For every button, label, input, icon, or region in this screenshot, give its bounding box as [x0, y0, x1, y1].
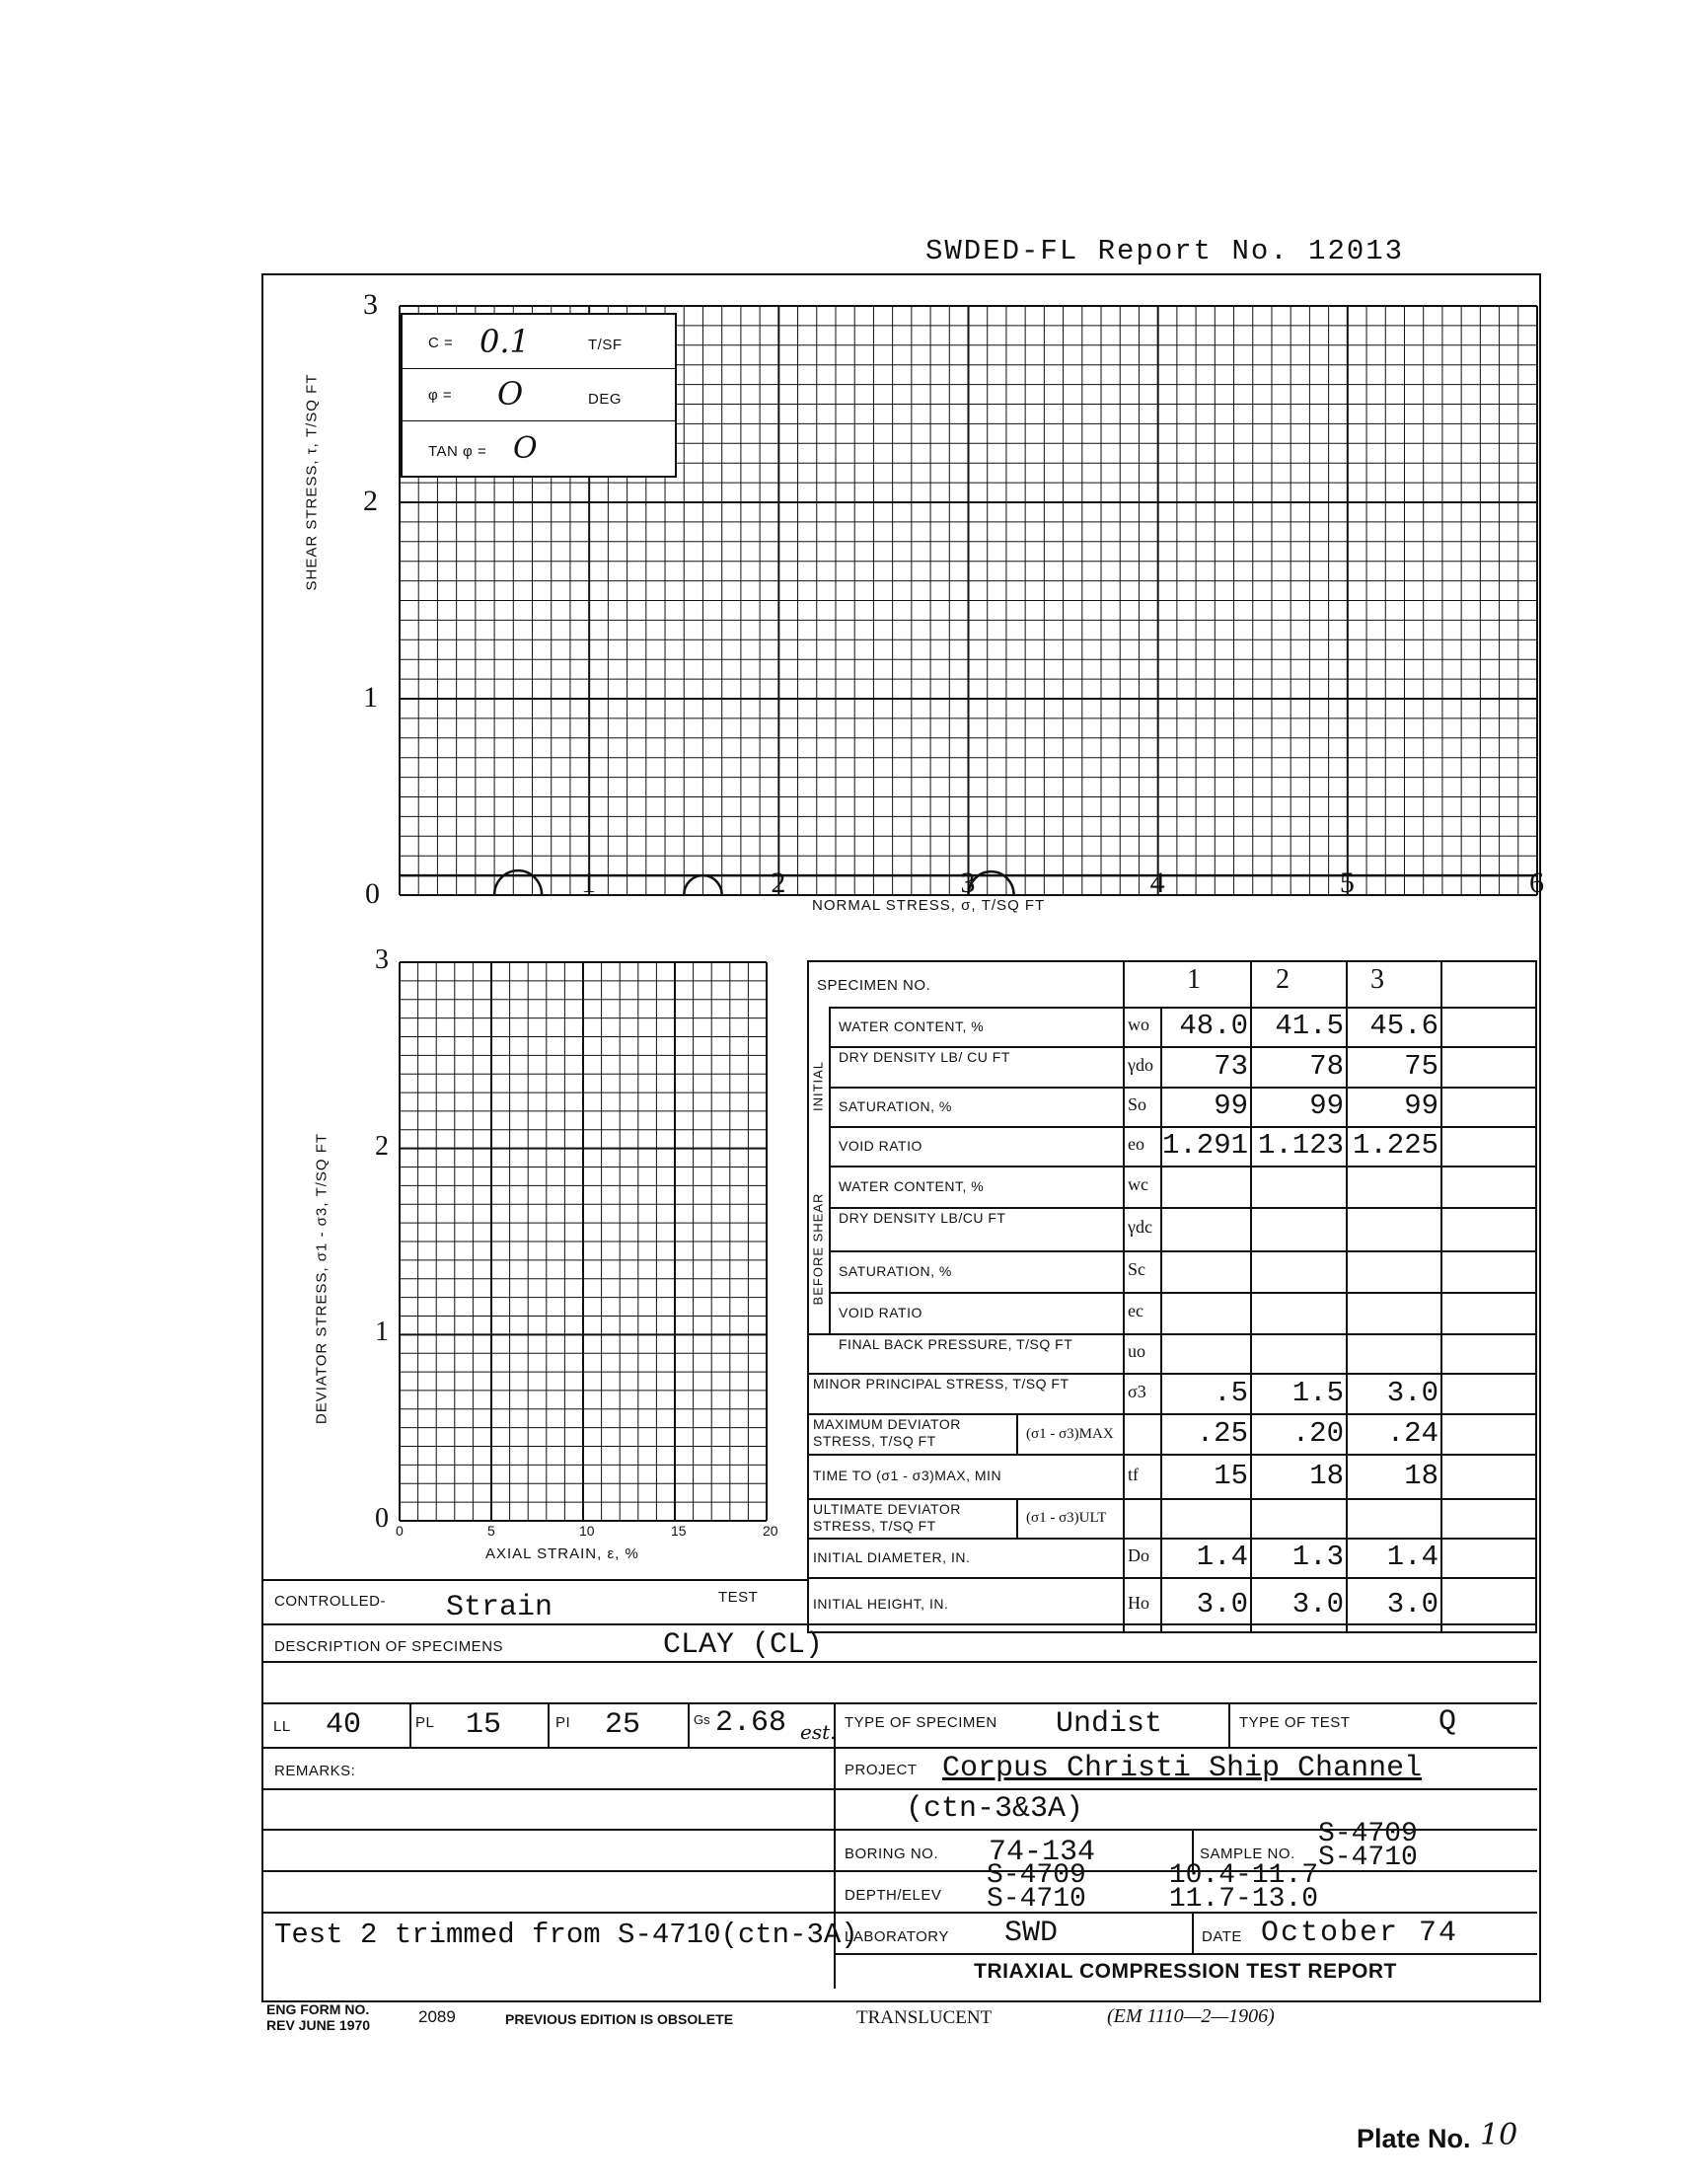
table-rule [807, 1577, 1537, 1579]
type-specimen-label: TYPE OF SPECIMEN [845, 1714, 997, 1731]
revision-label: REV JUNE 1970 [266, 2017, 371, 2033]
table-rule [829, 1087, 1537, 1089]
lab-value: SWD [1004, 1917, 1059, 1950]
table-cell: .24 [1386, 1416, 1438, 1450]
row-label-2: DRY DENSITY LB/ CU FT [839, 1049, 1010, 1065]
table-cell: 1.4 [1196, 1541, 1248, 1573]
table-rule [829, 1007, 831, 1333]
pi-label: PI [555, 1714, 571, 1731]
table-rule [807, 1631, 1537, 1633]
divider [261, 1623, 1537, 1625]
row-symbol-12: tf [1128, 1464, 1139, 1484]
table-cell: 75 [1404, 1049, 1438, 1083]
depth-line-1: S-4709 10.4-11.7 [987, 1860, 1319, 1891]
row-symbol-6: γdc [1128, 1217, 1152, 1237]
mohr-x-axis-label: NORMAL STRESS, σ, T/SQ FT [812, 897, 1046, 914]
table-cell: 3.0 [1386, 1587, 1438, 1620]
specimen-no-label: SPECIMEN NO. [817, 977, 931, 994]
strain-y-axis-label: DEVIATOR STRESS, σ1 - σ3, T/SQ FT [313, 1132, 331, 1425]
strain-x-tick: 10 [579, 1523, 595, 1539]
report-title: TRIAXIAL COMPRESSION TEST REPORT [974, 1960, 1397, 1983]
table-cell: 1.291 [1162, 1129, 1249, 1162]
divider [834, 1953, 1537, 1955]
specimen-table [807, 960, 1537, 1631]
row-symbol-2: γdo [1128, 1054, 1153, 1075]
strain-y-tick: 1 [375, 1317, 389, 1348]
mohr-y-tick: 2 [363, 485, 378, 517]
divider [1192, 1912, 1194, 1953]
plate-value: 10 [1480, 2118, 1518, 2152]
tan-phi-label: TAN φ = [428, 443, 487, 460]
type-test-label: TYPE OF TEST [1239, 1714, 1351, 1731]
table-rule [1123, 960, 1125, 1631]
table-rule [829, 1046, 1537, 1048]
report-number: SWDED-FL Report No. 12013 [925, 235, 1405, 267]
table-cell: 48.0 [1179, 1010, 1248, 1042]
table-rule [1016, 1413, 1018, 1454]
table-rule [829, 1126, 1537, 1128]
specimen-number: 2 [1276, 964, 1290, 995]
row-symbol-14: Do [1128, 1545, 1149, 1565]
table-rule [807, 1498, 1537, 1500]
table-cell: 18 [1309, 1459, 1344, 1492]
table-rule [1440, 960, 1442, 1631]
table-cell: .5 [1214, 1376, 1248, 1409]
row-label-13: ULTIMATE DEVIATOR STRESS, T/SQ FT [813, 1501, 961, 1534]
table-rule [807, 1413, 1537, 1415]
row-label-3: SATURATION, % [839, 1097, 952, 1114]
test-label: TEST [718, 1589, 759, 1606]
row-symbol-8: ec [1128, 1301, 1143, 1320]
mohr-x-tick: 4 [1149, 866, 1165, 899]
mohr-y-axis-label: SHEAR STRESS, τ, T/SQ FT [303, 373, 321, 591]
row-symbol-7: Sc [1128, 1259, 1145, 1279]
table-rule [807, 1333, 1537, 1335]
table-cell: 1.5 [1291, 1376, 1344, 1409]
row-symbol-10: σ3 [1128, 1381, 1146, 1401]
row-label-1: WATER CONTENT, % [839, 1017, 985, 1034]
row-label-7: SATURATION, % [839, 1262, 952, 1279]
sample-value-1: S-4709 [1318, 1819, 1418, 1849]
strain-y-tick: 3 [375, 944, 389, 975]
divider [261, 1579, 807, 1581]
gs-value: 2.68 [715, 1706, 787, 1740]
phi-unit: DEG [588, 391, 623, 408]
strain-plot [261, 947, 814, 1559]
table-rule [807, 1454, 1537, 1456]
table-rule [807, 960, 1537, 962]
translucent-label: TRANSLUCENT [856, 2007, 993, 2028]
c-value: 0.1 [479, 323, 530, 360]
date-value: October 74 [1261, 1917, 1459, 1950]
form-number: 2089 [418, 2007, 456, 2026]
remarks-label: REMARKS: [274, 1763, 356, 1779]
mohr-x-tick: 3 [960, 866, 976, 899]
project-value: Corpus Christi Ship Channel [942, 1752, 1423, 1785]
pl-value: 15 [466, 1708, 502, 1742]
specimen-number: 1 [1187, 964, 1201, 995]
row-label-8: VOID RATIO [839, 1304, 922, 1320]
type-specimen-value: Undist [1056, 1707, 1163, 1741]
project-label: PROJECT [845, 1762, 918, 1778]
em-reference: (EM 1110—2—1906) [1107, 2005, 1275, 2027]
previous-edition-note: PREVIOUS EDITION IS OBSOLETE [505, 2011, 734, 2027]
strain-y-tick: 0 [375, 1503, 389, 1534]
divider [261, 1747, 1537, 1749]
date-label: DATE [1202, 1928, 1242, 1945]
table-rule [1535, 960, 1537, 1631]
table-rule [829, 1207, 1537, 1209]
mohr-x-tick: 2 [771, 866, 786, 899]
table-rule [829, 1007, 1537, 1009]
row-label-11: MAXIMUM DEVIATOR STRESS, T/SQ FT [813, 1416, 961, 1449]
table-cell: 99 [1214, 1090, 1248, 1122]
row-symbol-3: So [1128, 1094, 1147, 1114]
row-symbol-5: wc [1128, 1174, 1148, 1194]
strain-x-tick: 15 [671, 1523, 687, 1539]
gs-note: est. [800, 1720, 837, 1744]
row-label-4: VOID RATIO [839, 1137, 922, 1154]
table-cell: 3.0 [1386, 1376, 1438, 1409]
before-shear-group-label: BEFORE SHEAR [810, 1192, 826, 1306]
table-cell: 1.225 [1352, 1129, 1438, 1162]
row-label-14: INITIAL DIAMETER, IN. [813, 1548, 971, 1565]
mohr-y-tick: 0 [365, 877, 380, 910]
type-test-value: Q [1438, 1705, 1457, 1739]
eng-form-label: ENG FORM NO. [266, 2001, 370, 2017]
table-rule [829, 1250, 1537, 1252]
pl-label: PL [415, 1714, 435, 1731]
row-symbol-11: (σ1 - σ3)MAX [1026, 1425, 1114, 1442]
table-cell: 45.6 [1369, 1010, 1438, 1042]
phi-value: O [497, 375, 524, 413]
row-symbol-1: wo [1128, 1015, 1149, 1034]
strength-params-box [401, 313, 677, 478]
table-rule [807, 960, 809, 1631]
row-label-5: WATER CONTENT, % [839, 1177, 985, 1194]
row-symbol-4: eo [1128, 1134, 1144, 1154]
mohr-y-tick: 3 [363, 288, 378, 321]
table-rule [829, 1166, 1537, 1167]
sample-label: SAMPLE NO. [1200, 1845, 1295, 1862]
strain-y-tick: 2 [375, 1130, 389, 1162]
ll-value: 40 [326, 1708, 362, 1742]
specimen-number: 3 [1370, 964, 1384, 995]
table-cell: 3.0 [1291, 1587, 1344, 1620]
divider [261, 1661, 1537, 1663]
table-cell: 1.3 [1291, 1541, 1344, 1573]
table-cell: 99 [1309, 1090, 1344, 1122]
row-symbol-13: (σ1 - σ3)ULT [1026, 1510, 1107, 1526]
table-cell: 1.123 [1257, 1129, 1344, 1162]
c-label: C = [428, 335, 454, 351]
table-rule [829, 1292, 1537, 1294]
depth-label: DEPTH/ELEV [845, 1887, 942, 1904]
table-rule [807, 1373, 1537, 1375]
phi-label: φ = [428, 387, 453, 404]
table-cell: 3.0 [1196, 1587, 1248, 1620]
table-cell: 1.4 [1386, 1541, 1438, 1573]
table-cell: 73 [1214, 1049, 1248, 1083]
row-symbol-9: uo [1128, 1341, 1145, 1361]
depth-line-2: S-4710 11.7-13.0 [987, 1884, 1319, 1915]
strain-x-tick: 20 [763, 1523, 778, 1539]
row-symbol-15: Ho [1128, 1592, 1149, 1613]
description-value: CLAY (CL) [663, 1628, 824, 1662]
mohr-x-tick: 6 [1529, 866, 1544, 899]
table-cell: 99 [1404, 1090, 1438, 1122]
controlled-value: Strain [446, 1591, 553, 1624]
atterberg-row [261, 1702, 837, 1747]
strain-x-axis-label: AXIAL STRAIN, ε, % [485, 1545, 639, 1562]
table-cell: .25 [1196, 1416, 1248, 1450]
c-unit: T/SF [588, 337, 623, 353]
table-cell: .20 [1291, 1416, 1344, 1450]
tan-phi-value: O [513, 431, 538, 466]
gs-label: Gs [694, 1712, 710, 1727]
strain-x-tick: 0 [396, 1523, 404, 1539]
divider [261, 1912, 1537, 1914]
description-label: DESCRIPTION OF SPECIMENS [274, 1638, 504, 1655]
table-cell: 15 [1214, 1459, 1248, 1492]
controlled-label: CONTROLLED- [274, 1593, 387, 1610]
ll-label: LL [273, 1718, 291, 1735]
sample-value-2: S-4710 [1318, 1843, 1418, 1873]
remarks-value: Test 2 trimmed from S-4710(ctn-3A) [274, 1919, 858, 1951]
strain-x-tick: 5 [487, 1523, 495, 1539]
project-value-2: (ctn-3&3A) [906, 1792, 1084, 1826]
mohr-y-tick: 1 [363, 681, 378, 714]
lab-label: LABORATORY [845, 1928, 949, 1945]
row-label-9: FINAL BACK PRESSURE, T/SQ FT [839, 1336, 1073, 1352]
table-rule [807, 1538, 1537, 1540]
initial-group-label: INITIAL [810, 1060, 826, 1111]
divider [261, 1870, 1537, 1872]
row-label-12: TIME TO (σ1 - σ3)MAX, MIN [813, 1468, 1002, 1483]
table-cell: 41.5 [1275, 1010, 1344, 1042]
row-label-6: DRY DENSITY LB/CU FT [839, 1210, 1006, 1226]
row-label-15: INITIAL HEIGHT, IN. [813, 1596, 949, 1612]
pi-value: 25 [605, 1708, 641, 1742]
table-rule [1016, 1498, 1018, 1538]
boring-label: BORING NO. [845, 1845, 939, 1862]
mohr-x-tick: 1 [581, 866, 597, 899]
row-label-10: MINOR PRINCIPAL STRESS, T/SQ FT [813, 1376, 1069, 1392]
divider [261, 1788, 1537, 1790]
table-cell: 78 [1309, 1049, 1344, 1083]
divider [1228, 1702, 1230, 1747]
table-cell: 18 [1404, 1459, 1438, 1492]
boring-value: 74-134 [989, 1836, 1096, 1869]
plate-label: Plate No. [1357, 2124, 1471, 2153]
mohr-x-tick: 5 [1339, 866, 1355, 899]
